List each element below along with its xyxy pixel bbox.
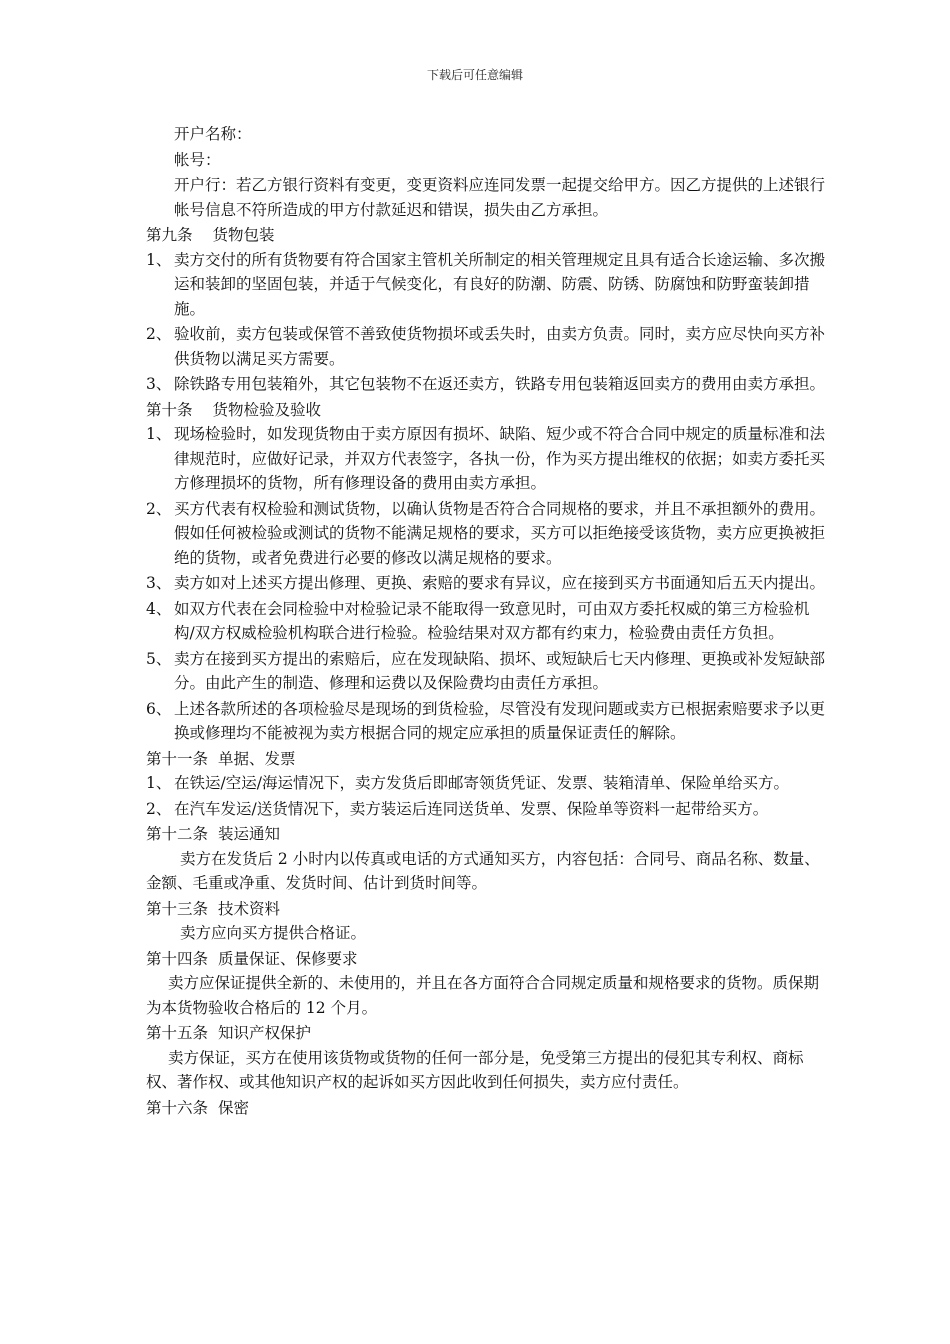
article-number: 第十二条 — [146, 825, 209, 843]
article-14-heading — [146, 947, 826, 972]
list-item — [146, 422, 826, 496]
item-number: 3、 — [146, 574, 172, 592]
list-item — [146, 597, 826, 646]
item-text: 买方代表有权检验和测试货物，以确认货物是否符合合同规格的要求，并且不承担额外的费用。假如任何被检验或测试的货物不能满足规格的要求，买方可以拒绝接受该货物，卖方应更换被拒绝的货物，或者免费进行必要的修改以满足规格的要求。 — [174, 499, 826, 567]
item-number: 1、 — [146, 425, 172, 443]
list-item — [146, 497, 826, 571]
article-15-heading — [146, 1021, 826, 1046]
item-number: 6、 — [146, 699, 172, 718]
item-text: 如双方代表在会同检验中对检验记录不能取得一致意见时，可由双方委托权威的第三方检验机构/双方权威检验机构联合进行检验。检验结果对双方都有约束力，检验费由责任方负担。 — [174, 599, 810, 642]
list-item — [146, 248, 826, 322]
list-item — [146, 372, 826, 397]
article-title: 质量保证、保修要求 — [218, 949, 358, 968]
article-12-heading — [146, 822, 826, 847]
article-number: 第十一条 — [146, 749, 209, 768]
article-number: 第九条 — [146, 226, 193, 244]
item-text: 现场检验时，如发现货物由于卖方原因有损坏、缺陷、短少或不符合合同中规定的质量标准和法律规范时，应做好记录，并双方代表签字，各执一份，作为买方提出维权的依据；如卖方委托买方修理损坏的货物，所有修理设备的费用由卖方承担。 — [174, 425, 826, 492]
item-number: 1、 — [146, 774, 172, 792]
article-title: 单据、发票 — [218, 749, 296, 768]
item-number: 2、 — [146, 799, 172, 818]
item-number: 1、 — [146, 250, 172, 269]
article-number: 第十四条 — [146, 949, 209, 968]
list-item — [146, 647, 826, 696]
list-item — [146, 697, 826, 746]
list-item — [146, 571, 826, 596]
item-text: 卖方交付的所有货物要有符合国家主管机关所制定的相关管理规定且具有适合长途运输、多次搬运和装卸的坚固包装，并适于气候变化，有良好的防潮、防震、防锈、防腐蚀和防野蛮装卸措施。 — [174, 250, 826, 318]
list-item — [146, 322, 826, 371]
item-text: 在铁运/空运/海运情况下，卖方发货后即邮寄领货凭证、发票、装箱清单、保险单给买方。 — [174, 774, 789, 792]
article-10-heading — [146, 398, 826, 423]
list-item — [146, 771, 826, 796]
account-name-line: 开户名称： — [174, 125, 252, 143]
item-number: 4、 — [146, 599, 172, 618]
article-number: 第十三条 — [146, 899, 209, 918]
item-text: 验收前，卖方包装或保管不善致使货物损坏或丢失时，由卖方负责。同时，卖方应尽快向买方补供货物以满足买方需要。 — [174, 325, 826, 368]
item-number: 2、 — [146, 325, 172, 343]
article-number: 第十五条 — [146, 1024, 209, 1042]
item-text: 在汽车发运/送货情况下，卖方装运后连同送货单、发票、保险单等资料一起带给买方。 — [174, 799, 769, 818]
item-number: 5、 — [146, 649, 172, 668]
article-title: 装运通知 — [218, 825, 281, 843]
item-text: 卖方在接到买方提出的索赔后，应在发现缺陷、损坏、或短缺后七天内修理、更换或补发短缺部分。由此产生的制造、修理和运费以及保险费均由责任方承担。 — [174, 649, 826, 692]
article-13-body: 卖方应向买方提供合格证。 — [180, 924, 367, 942]
article-14-body: 卖方应保证提供全新的、未使用的，并且在各方面符合合同规定质量和规格要求的货物。质保期为本货物验收合格后的 12 个月。 — [146, 974, 820, 1017]
article-12-body: 卖方在发货后 2 小时内以传真或电话的方式通知买方，内容包括：合同号、商品名称、数量、金额、毛重或净重、发货时间、估计到货时间等。 — [146, 849, 820, 892]
list-item — [146, 797, 826, 822]
item-number: 2、 — [146, 499, 172, 518]
document-body — [146, 122, 826, 1120]
article-15-body: 卖方保证，买方在使用该货物或货物的任何一部分是，免受第三方提出的侵犯其专利权、商标权、著作权、或其他知识产权的起诉如买方因此收到任何损失，卖方应付责任。 — [146, 1048, 804, 1091]
article-title: 货物包装 — [212, 226, 275, 244]
article-title: 保密 — [218, 1098, 250, 1117]
bank-note: 开户行：若乙方银行资料有变更，变更资料应连同发票一起提交给甲方。因乙方提供的上述银行帐号信息不符所造成的甲方付款延迟和错误，损失由乙方承担。 — [174, 176, 826, 219]
item-text: 卖方如对上述买方提出修理、更换、索赔的要求有异议，应在接到买方书面通知后五天内提出。 — [174, 574, 826, 592]
account-number-line: 帐号： — [174, 150, 221, 169]
article-title: 技术资料 — [218, 899, 281, 918]
article-11-heading — [146, 747, 826, 772]
item-text: 除铁路专用包装箱外，其它包装物不在返还卖方，铁路专用包装箱返回卖方的费用由卖方承担。 — [174, 375, 826, 393]
page-header: 下载后可任意编辑 — [426, 68, 523, 82]
article-title: 知识产权保护 — [218, 1024, 312, 1042]
article-number: 第十条 — [146, 400, 193, 419]
article-16-heading — [146, 1096, 826, 1121]
article-number: 第十六条 — [146, 1098, 209, 1117]
item-number: 3、 — [146, 375, 172, 393]
item-text: 上述各款所述的各项检验尽是现场的到货检验，尽管没有发现问题或卖方已根据索赔要求予以更换或修理均不能被视为卖方根据合同的规定应承担的质量保证责任的解除。 — [174, 699, 826, 742]
article-13-heading — [146, 897, 826, 922]
article-title: 货物检验及验收 — [212, 400, 322, 419]
article-9-heading — [146, 223, 826, 248]
